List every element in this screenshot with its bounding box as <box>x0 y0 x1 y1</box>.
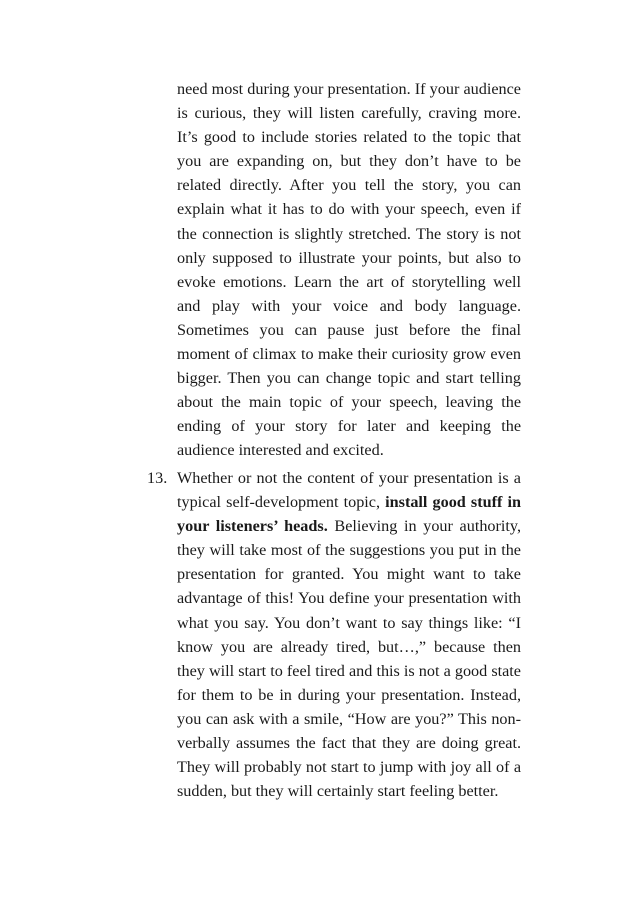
item-bold-text: install good stuff in your listeners’ heads. <box>177 493 521 536</box>
list-item-13 <box>147 466 521 803</box>
list-item-number: 13. <box>147 469 168 487</box>
item-text-before: Whether or not the content of your presentation is a typical self-development topic, <box>177 469 521 512</box>
continuation-paragraph <box>177 77 521 463</box>
continuation-text: need most during your presentation. If your audience is curious, they will listen carefully, craving more. It’s good to include stories related to the topic that you are expanding on, but they don’t have to be related directly. After you tell the story, you can explain what it has to do with your speech, even if the connection is slightly stretched. The story is not only supposed to illustrate your points, but also to evoke emotions. Learn the art of storytelling well and play with your voice and body language. Sometimes you can pause just before the final moment of climax to make their curiosity grow even bigger. Then you can change topic and start telling about the main topic of your speech, leaving the ending of your story for later and keeping the audience interested and excited. <box>177 80 521 460</box>
item-text-after: Believing in your authority, they will take most of the suggestions you put in the presentation for granted. You might want to take advantage of this! You define your presentation with what you say. You don’t want to say things like: “I know you are already tired, but…,” because then they will start to feel tired and this is not a good state for them to be in during your presentation. Instead, you can ask with a smile, “How are you?” This non-verbally assumes the fact that they are doing great. They will probably not start to jump with joy all of a sudden, but they will certainly start feeling better. <box>177 517 521 801</box>
